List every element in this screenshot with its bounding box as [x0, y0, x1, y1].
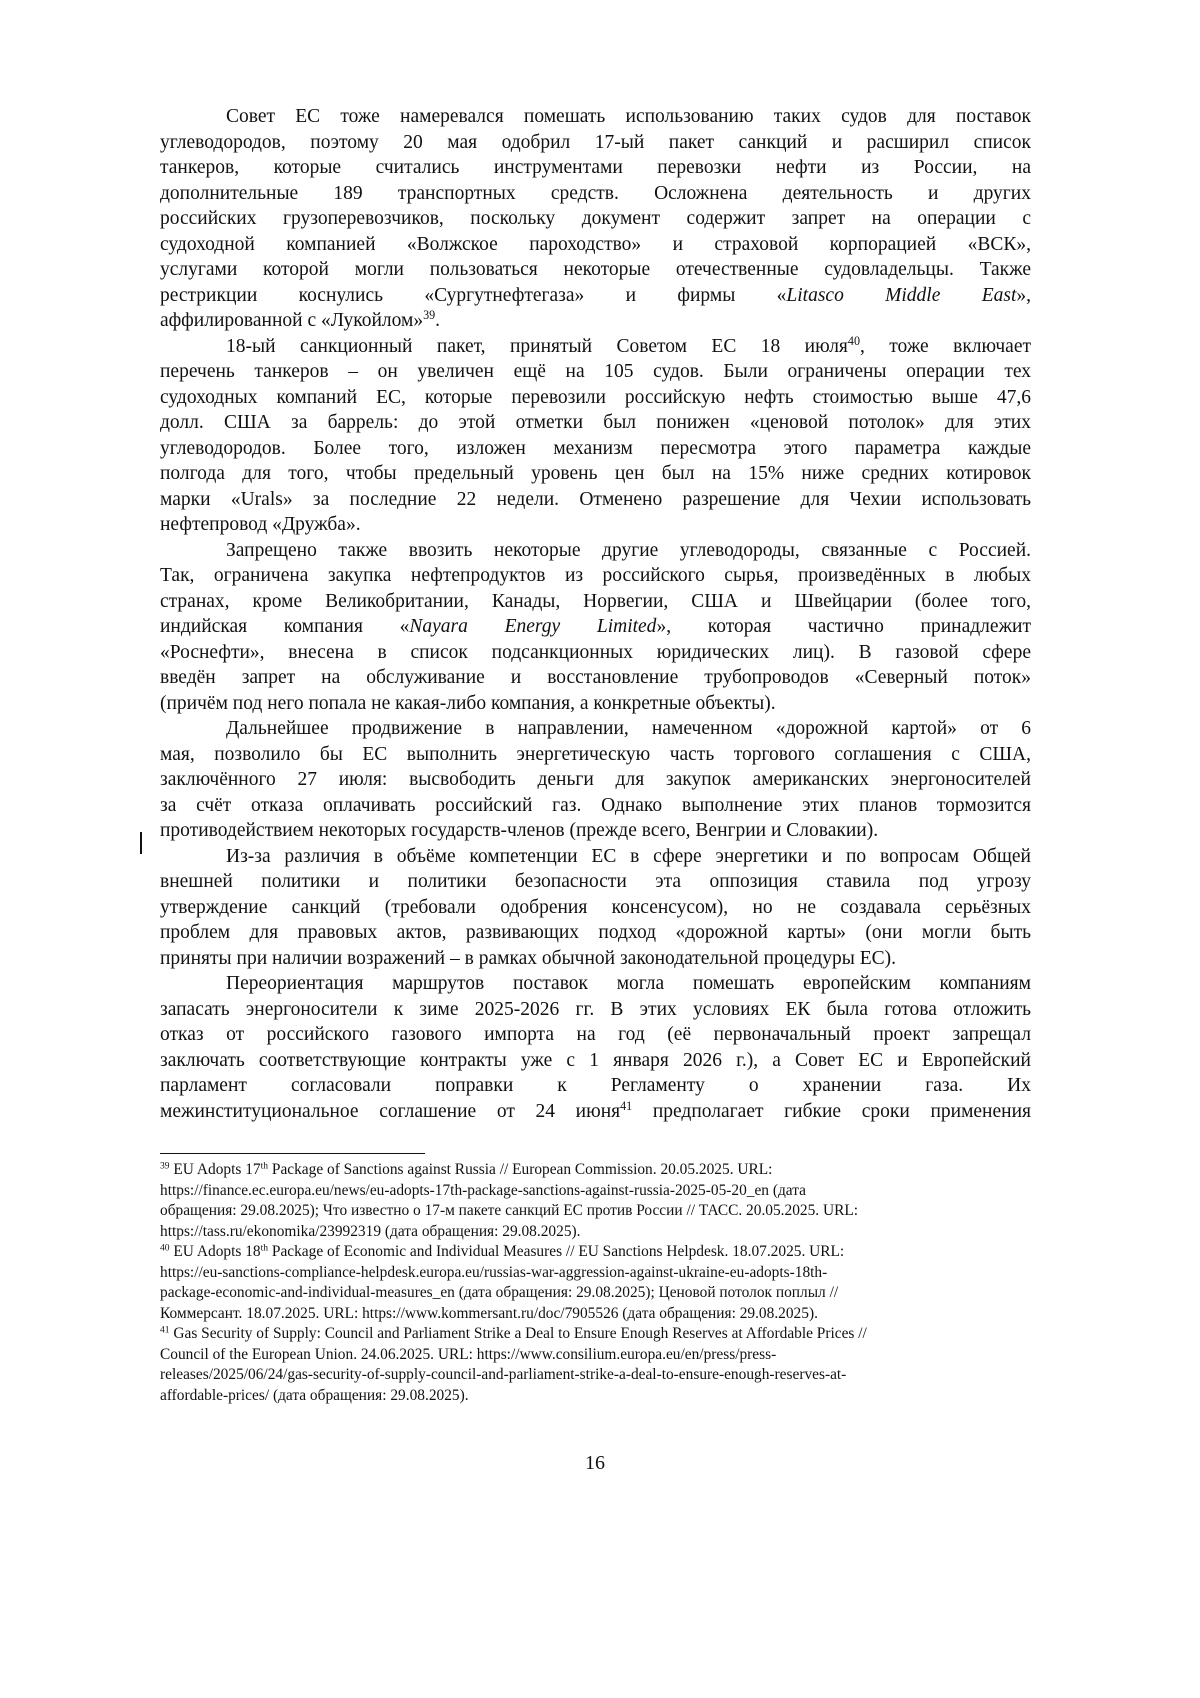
text-run: отказ от российского газового импорта на год (её первоначальный проект запрещал [160, 1024, 1031, 1045]
text-run: индийская компания « [160, 616, 410, 637]
text-line [160, 793, 1031, 819]
text-run: полгода для того, чтобы предельный уровень цен был на 15% ниже средних котировок [160, 463, 1031, 484]
text-run: введён запрет на обслуживание и восстановление трубопроводов «Северный поток» [160, 667, 1031, 688]
text-run: внешней политики и политики безопасности эта оппозиция ставила под угрозу [160, 871, 1031, 892]
text-run: Коммерсант. 18.07.2025. URL: https://www.kommersant.ru/doc/7905526 (дата обращения: 29.08.2025). [160, 1304, 818, 1322]
text-run: углеводородов, поэтому 20 мая одобрил 17-ый пакет санкций и расширил список [160, 131, 1031, 153]
text-run: приняты при наличии возражений – в рамках обычной законодательной процедуры ЕС). [160, 947, 897, 969]
text-line [160, 206, 1031, 232]
text-run: package-economic-and-individual-measures_en (дата обращения: 29.08.2025); Ценовой потолок поплыл // [160, 1284, 839, 1301]
text-run: заключённого 27 июля: высвободить деньги для закупок американских энергоносителей [160, 769, 1031, 790]
text-run: Переориентация маршрутов поставок могла помешать европейским компаниям [226, 973, 1031, 994]
text-line [160, 1022, 1031, 1048]
text-run: рестрикции коснулись «Сургутнефтегаза» и фирмы « [160, 284, 787, 306]
text-run: долл. США за баррель: до этой отметки был понижен «ценовой потолок» для этих [160, 412, 1031, 433]
text-run: услугами которой могли пользоваться некоторые отечественные судовладельцы. Также [160, 259, 1031, 280]
footnote-line [160, 1324, 1060, 1345]
text-line [160, 487, 1031, 513]
text-line [160, 946, 1031, 972]
text-line [160, 767, 1031, 793]
text-run: (причём под него попала не какая-либо компания, а конкретные объекты). [160, 692, 776, 714]
text-run: противодействием некоторых государств-членов (прежде всего, Венгрии и Словакии). [160, 820, 879, 841]
footnote-line [160, 1386, 1060, 1407]
text-line [160, 257, 1031, 283]
text-run: странах, кроме Великобритании, Канады, Норвегии, США и Швейцарии (более того, [160, 590, 1031, 612]
text-run: », которая частично принадлежит [656, 616, 1032, 637]
text-run: утверждение санкций (требовали одобрения консенсусом), но не создавала серьёзных [160, 896, 1031, 918]
italic-text: Litasco Middle East [786, 284, 1017, 306]
text-line [160, 181, 1031, 207]
page-number: 16 [585, 1452, 605, 1474]
text-run: российских грузоперевозчиков, поскольку документ содержит запрет на операции с [160, 208, 1031, 229]
text-line [160, 512, 1031, 538]
text-line [160, 104, 1031, 130]
text-line [160, 869, 1031, 895]
text-run: запасать энергоносители к зиме 2025-2026 гг. В этих условиях ЕК была готова отложить [160, 998, 1031, 1020]
text-line [160, 691, 1031, 717]
text-run: предполагает гибкие сроки применения [632, 1100, 1031, 1122]
text-line [160, 308, 1031, 334]
text-run: парламент согласовали поправки к Регламенту о хранении газа. Их [160, 1075, 1031, 1096]
text-run: перечень танкеров – он увеличен ещё на 105 судов. Были ограничены операции тех [160, 361, 1031, 382]
text-run: дополнительные 189 транспортных средств. Осложнена деятельность и других [160, 182, 1031, 204]
text-run: аффилированной с «Лукойлом» [160, 310, 424, 331]
footnote-line [160, 1160, 1060, 1181]
text-line [160, 971, 1031, 997]
footnote-line [160, 1181, 1060, 1202]
body-text [160, 104, 1031, 1124]
text-run: affordable-prices/ (дата обращения: 29.08.2025). [160, 1386, 469, 1404]
footnote-ref: 39 [423, 307, 436, 322]
text-line [160, 563, 1031, 589]
text-run: проблем для правовых актов, развивающих подход «дорожной карты» (они могли быть [160, 922, 1031, 943]
text-line [160, 895, 1031, 921]
text-line [160, 538, 1031, 564]
footnote-ref: 40 [160, 1242, 170, 1254]
text-run: нефтепровод «Дружба». [160, 514, 361, 535]
text-run: за счёт отказа оплачивать российский газ. Однако выполнение этих планов тормозится [160, 794, 1031, 816]
paragraph [160, 104, 1031, 334]
text-line [160, 155, 1031, 181]
footnote-separator [160, 1153, 425, 1154]
text-run: танкеров, которые считались инструментами перевозки нефти из России, на [160, 157, 1031, 178]
text-line [160, 589, 1031, 615]
text-line [160, 844, 1031, 870]
paragraph [160, 844, 1031, 972]
footnote-line [160, 1201, 1060, 1222]
footnote-ref: 41 [620, 1098, 633, 1113]
text-run: Запрещено также ввозить некоторые другие углеводороды, связанные с Россией. [226, 539, 1031, 561]
paragraph [160, 334, 1031, 538]
paragraph [160, 538, 1031, 717]
text-run: «Роснефти», внесена в список подсанкционных юридических лиц). В газовой сфере [160, 641, 1031, 663]
text-line [160, 1099, 1031, 1125]
footnote-line [160, 1242, 1060, 1263]
paragraph [160, 971, 1031, 1124]
text-line [160, 359, 1031, 385]
footnote-ref: th [260, 1242, 269, 1254]
text-line [160, 665, 1031, 691]
text-line [160, 716, 1031, 742]
text-line [160, 997, 1031, 1023]
footnote-line [160, 1365, 1060, 1386]
text-line [160, 614, 1031, 640]
text-line [160, 232, 1031, 258]
text-run: https://eu-sanctions-compliance-helpdesk.europa.eu/russias-war-aggression-against-ukraine-eu-adopts-18th- [160, 1263, 828, 1281]
footnote-ref: 40 [847, 333, 860, 348]
change-bar [140, 832, 142, 854]
text-run: 18-ый санкционный пакет, принятый Советом ЕС 18 июля [226, 335, 848, 357]
text-line [160, 283, 1031, 309]
text-run: releases/2025/06/24/gas-security-of-supply-council-and-parliament-strike-a-deal-to-ensure-enough-reserves-at- [160, 1366, 847, 1383]
text-run: заключать соответствующие контракты уже с 1 января 2026 г.), а Совет ЕС и Европейский [160, 1049, 1031, 1071]
text-run: Package of Economic and Individual Measures // EU Sanctions Helpdesk. 18.07.2025. URL: [268, 1243, 845, 1260]
text-line [160, 1048, 1031, 1074]
text-run: EU Adopts 18 [169, 1243, 261, 1260]
text-run: https://tass.ru/ekonomika/23992319 (дата обращения: 29.08.2025). [160, 1222, 581, 1240]
text-run: EU Adopts 17 [169, 1161, 261, 1178]
text-line [160, 436, 1031, 462]
footnote-line [160, 1263, 1060, 1284]
text-line [160, 130, 1031, 156]
text-line [160, 461, 1031, 487]
text-run: Так, ограничена закупка нефтепродуктов из российского сырья, произведённых в любых [160, 565, 1031, 586]
text-line [160, 385, 1031, 411]
text-run: https://finance.ec.europa.eu/news/eu-adopts-17th-package-sanctions-against-russia-2025-05-20_en (дата [160, 1181, 806, 1199]
text-line [160, 640, 1031, 666]
text-run: Дальнейшее продвижение в направлении, намеченном «дорожной картой» от 6 [226, 718, 1031, 739]
text-run: . [435, 310, 441, 331]
text-line [160, 1073, 1031, 1099]
footnote-line [160, 1345, 1060, 1366]
text-line [160, 818, 1031, 844]
text-line [160, 920, 1031, 946]
italic-text: Nayara Energy Limited [409, 616, 657, 637]
paragraph [160, 716, 1031, 844]
text-line [160, 334, 1031, 360]
text-run: марки «Urals» за последние 22 недели. Отменено разрешение для Чехии использовать [160, 488, 1031, 510]
footnote-line [160, 1222, 1060, 1243]
text-run: судоходной компанией «Волжское пароходство» и страховой корпорацией «ВСК», [160, 233, 1031, 255]
footnote-line [160, 1304, 1060, 1325]
text-run: Совет ЕС тоже намеревался помешать использованию таких судов для поставок [226, 106, 1031, 127]
text-run: мая, позволило бы ЕС выполнить энергетическую часть торгового соглашения с США, [160, 743, 1031, 765]
footnotes [160, 1160, 1060, 1406]
text-line [160, 742, 1031, 768]
footnote-ref: th [260, 1160, 269, 1172]
text-run: судоходных компаний ЕС, которые перевозили российскую нефть стоимостью выше 47,6 [160, 386, 1031, 408]
text-run: обращения: 29.08.2025); Что известно о 17-м пакете санкций ЕС против России // ТАСС. 20.05.2025. URL: [160, 1202, 859, 1219]
text-run: , тоже включает [859, 335, 1031, 357]
text-run: », [1016, 284, 1031, 306]
text-run: Gas Security of Supply: Council and Parliament Strike a Deal to Ensure Enough Reserves at Affordable Prices // [169, 1325, 867, 1342]
text-run: Council of the European Union. 24.06.2025. URL: https://www.consilium.europa.eu/en/press/press- [160, 1345, 777, 1363]
text-run: углеводородов. Более того, изложен механизм пересмотра этого параметра каждые [160, 437, 1031, 459]
text-run: Package of Sanctions against Russia // European Commission. 20.05.2025. URL: [268, 1161, 773, 1178]
text-run: Из-за различия в объёме компетенции ЕС в сфере энергетики и по вопросам Общей [226, 845, 1031, 867]
footnote-ref: 39 [160, 1160, 170, 1172]
text-run: межинституциональное соглашение от 24 июня [160, 1100, 621, 1122]
footnote-ref: 41 [160, 1324, 170, 1336]
text-line [160, 410, 1031, 436]
footnote-line [160, 1283, 1060, 1304]
